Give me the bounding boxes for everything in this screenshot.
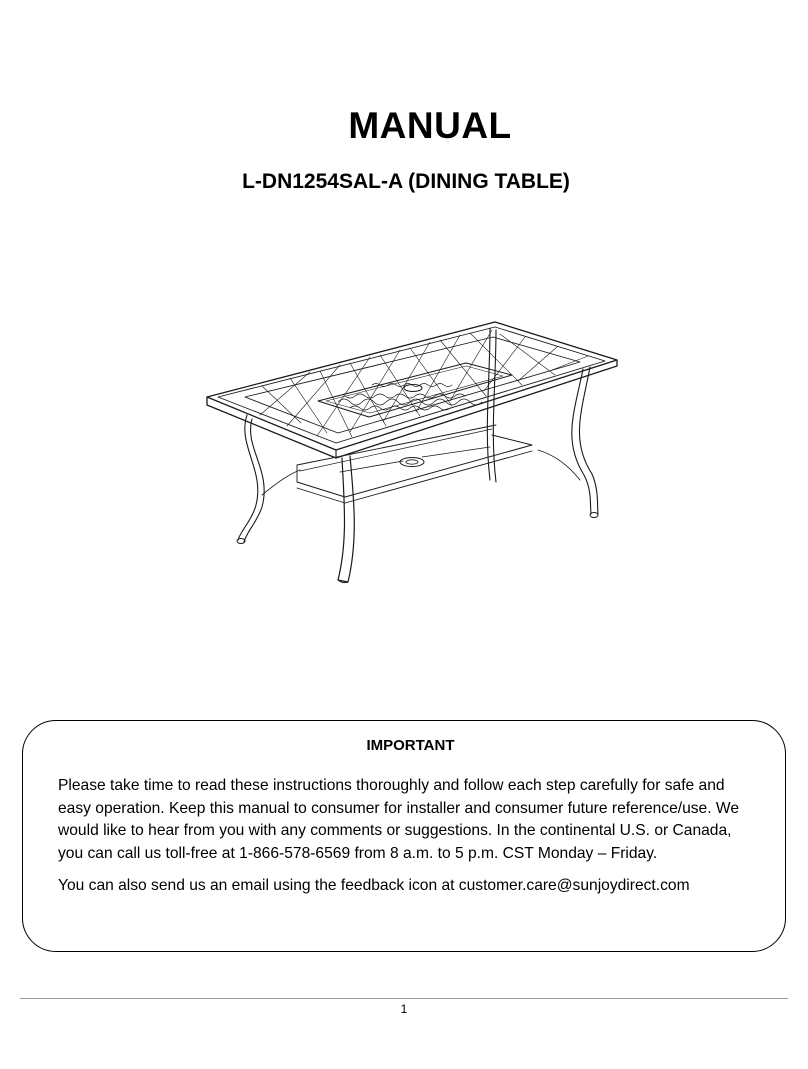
table-leg-back-right [487,328,496,482]
notice-paragraph-email: You can also send us an email using the feedback icon at customer.care@sunjoydirect.com [58,877,690,894]
dining-table-illustration [200,315,620,590]
footer-divider [20,998,788,999]
important-notice-box [22,720,786,952]
important-heading: IMPORTANT [366,737,455,754]
table-leg-back-left [238,415,264,542]
manual-title: MANUAL [348,104,512,146]
product-model-title: L-DN1254SAL-A (DINING TABLE) [242,170,570,193]
page-number: 1 [400,1002,408,1016]
table-top-front-face [207,360,617,458]
notice-paragraph-instructions: Please take time to read these instructions thoroughly and follow each step carefully for safe and easy operation. Keep this manual to consumer for installer and consumer future reference/use. We would like to hear from you with any comments or suggestions. In the continental U.S. or Canada, you can call us toll-free at 1-866-578-6569 from 8 a.m. to 5 p.m. CST Monday – Friday. [58,777,740,862]
umbrella-support-ring [400,458,424,467]
table-leg-front-right [572,367,598,514]
table-leg-front-left [338,456,354,582]
